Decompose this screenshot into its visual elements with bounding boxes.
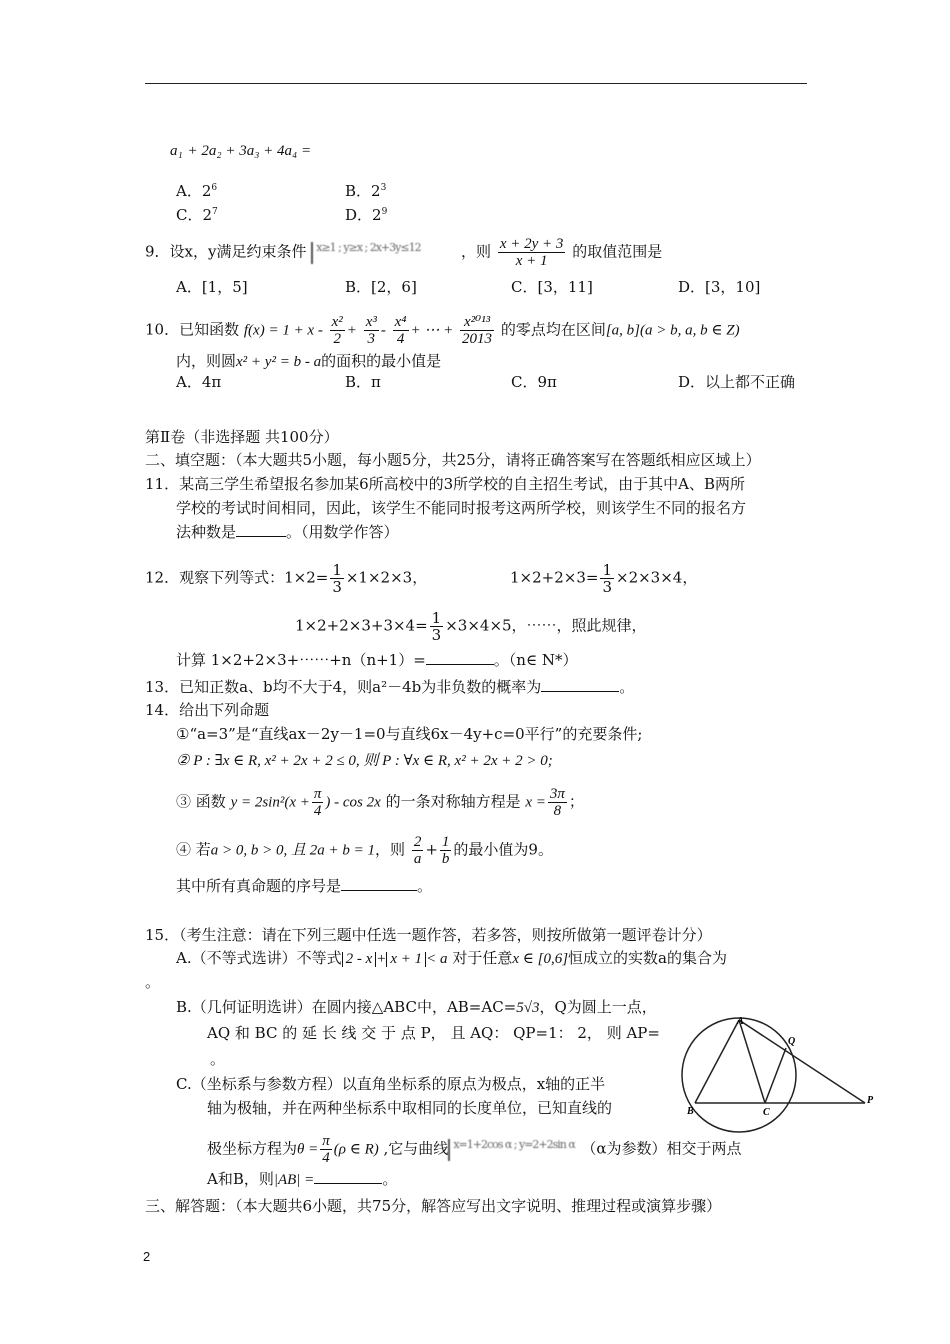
circle-geometry-figure	[675, 1016, 880, 1122]
q14-intro: 14．给出下列命题	[145, 701, 270, 719]
q15-intro: 15．（考生注意：请在下列三题中任选一题作答，若多答，则按所做第一题评卷计分）	[145, 926, 712, 944]
q11-line3: 法种数是 。（用数学作答）	[176, 523, 399, 541]
q9-option-c[interactable]: C．[3，11]	[511, 278, 593, 296]
q11-line2: 学校的考试时间相同，因此，该学生不能同时报考这两所学校，则该学生不同的报名方	[176, 499, 747, 517]
q11-answer-blank[interactable]	[236, 536, 286, 537]
q15-b: B.（几何证明选讲）在圆内接△ABC中，AB=AC=5√3，Q为圆上一点，	[176, 998, 657, 1016]
q15-c-line4: A和B，则|AB| = 。	[207, 1170, 398, 1188]
q8-stem: a₁ + 2a₂ + 3a₃ + 4a₄ =	[170, 143, 312, 159]
q14-prop1: ①“a=3”是“直线ax－2y－1=0与直线6x－4y+c=0平行”的充要条件;	[176, 725, 643, 743]
q9-stem: 9．设x，y满足约束条件 x≥1 ; y≥x ; 2x+3y≤12 ，则 $\frac{x + 2y + 3}{x + 1}$ 的取值范围是	[145, 236, 663, 269]
q11-line1: 11．某高三学生希望报名参加某6所高校中的3所学校的自主招生考试，由于其中A、B两所	[145, 475, 746, 493]
q9-constraint-image: x≥1 ; y≥x ; 2x+3y≤12	[311, 242, 456, 264]
q8-option-b[interactable]: B．$2^3$	[345, 182, 387, 200]
label-c: C	[763, 1107, 770, 1118]
q15-answer-blank[interactable]	[314, 1183, 382, 1184]
q15-c-line2: 轴为极轴，并在两种坐标系中取相同的长度单位，已知直线的	[207, 1099, 613, 1117]
q10-stem: 10．已知函数 f(x) = 1 + x - $\frac{\text{x²}}{2}$ + $\frac{\text{x³}}{3}$ - $\frac{\text{x⁴}}{4}$ + ⋯ + $\frac{\text{x²⁰¹³}}{2013}$ 的零点均在区间[a, b](a > b, a, b ∈ Z)	[145, 314, 740, 347]
q10-option-c[interactable]: C．9π	[511, 373, 557, 391]
circumcircle	[682, 1018, 796, 1132]
q10-line2: 内，则圆x² + y² = b - a的面积的最小值是	[176, 352, 442, 370]
q12-eq1: 12．观察下列等式：1×2= $\frac{1}{3}$ ×1×2×3，	[145, 561, 428, 596]
q9-option-a[interactable]: A．[1，5]	[176, 278, 248, 296]
segment-ac	[739, 1020, 765, 1103]
q15-curve-image: x=1+2cos α ; y=2+2sin α	[448, 1139, 581, 1161]
q12-calc: 计算 1×2+2×3+⋯⋯+n（n+1）= 。（n∈ N*）	[176, 651, 578, 669]
label-b: B	[687, 1106, 694, 1117]
q9-fraction: $\frac{x + 2y + 3}{x + 1}$	[499, 236, 564, 269]
q14-prop4: ④ 若a > 0, b > 0, 且 2a + b = 1，则 $\frac{2}{a}$ + $\frac{1}{b}$ 的最小值为9。	[176, 834, 553, 867]
section3-title: 三、解答题：（本大题共6小题，共75分，解答应写出文字说明、推理过程或演算步骤）	[145, 1197, 722, 1215]
header-rule	[145, 83, 807, 84]
q12-eq2: 1×2+2×3= $\frac{1}{3}$ ×2×3×4，	[510, 561, 698, 596]
q14-answer-blank[interactable]	[341, 890, 417, 891]
q10-option-d[interactable]: D．以上都不正确	[678, 373, 796, 391]
q10-option-b[interactable]: B．π	[345, 373, 381, 391]
q15-a: A.（不等式选讲）不等式 2 - x + x + 1 < a 对于任意x ∈ [0,6]恒成立的实数a的集合为	[176, 949, 727, 967]
label-a: A	[737, 1016, 744, 1027]
q8-option-d[interactable]: D．$2^9$	[345, 206, 388, 224]
page-number: 2	[143, 1249, 151, 1264]
q14-prop3: ③ 函数 y = 2sin²(x + $\frac{\pi}{4}$ ) - cos 2x 的一条对称轴方程是 x = $\frac{3\pi}{8}$ ；	[176, 786, 584, 819]
q15-c-line3: 极坐标方程为θ = $\frac{\pi}{4}$ (ρ ∈ R) ,它与曲线 x=1+2cos α ; y=2+2sin α （α为参数）相交于两点	[207, 1133, 742, 1166]
q10-option-a[interactable]: A．4π	[176, 373, 222, 391]
q15-b-line2: AQ 和 BC 的 延 长 线 交 于 点 P， 且 AQ： QP=1： 2， 则 AP=	[207, 1024, 660, 1042]
q13-answer-blank[interactable]	[541, 691, 619, 692]
q15-b-end: 。	[210, 1050, 226, 1068]
q9-option-d[interactable]: D．[3，10]	[678, 278, 761, 296]
q9-option-b[interactable]: B．[2，6]	[345, 278, 417, 296]
label-q: Q	[788, 1036, 796, 1047]
label-p: P	[867, 1095, 874, 1106]
segment-qc	[765, 1048, 786, 1103]
fill-intro: 二、填空题：（本大题共5小题，每小题5分，共25分，请将正确答案写在答题纸相应区域上）	[145, 451, 761, 469]
q14-ask: 其中所有真命题的序号是 。	[176, 877, 433, 895]
section2-title: 第Ⅱ卷（非选择题 共100分）	[145, 428, 339, 446]
q8-option-c[interactable]: C．$2^7$	[176, 206, 218, 224]
q8-option-a[interactable]: A．$2^6$	[176, 182, 218, 200]
segment-ap	[739, 1020, 865, 1103]
q13: 13．已知正数a、b均不大于4，则a²－4b为非负数的概率为 。	[145, 678, 635, 696]
q15-c-line1: C.（坐标系与参数方程）以直角坐标系的原点为极点，x轴的正半	[176, 1075, 606, 1093]
q12-answer-blank[interactable]	[426, 664, 494, 665]
q15-a-end: 。	[145, 973, 161, 991]
q12-eq3: 1×2+2×3+3×4= $\frac{1}{3}$ ×3×4×5，⋯⋯，照此规律，	[295, 609, 647, 644]
q14-prop2: ② P : ∃x ∈ R, x² + 2x + 2 ≤ 0, 则 P : ∀x ∈ R, x² + 2x + 2 > 0;	[176, 753, 553, 769]
